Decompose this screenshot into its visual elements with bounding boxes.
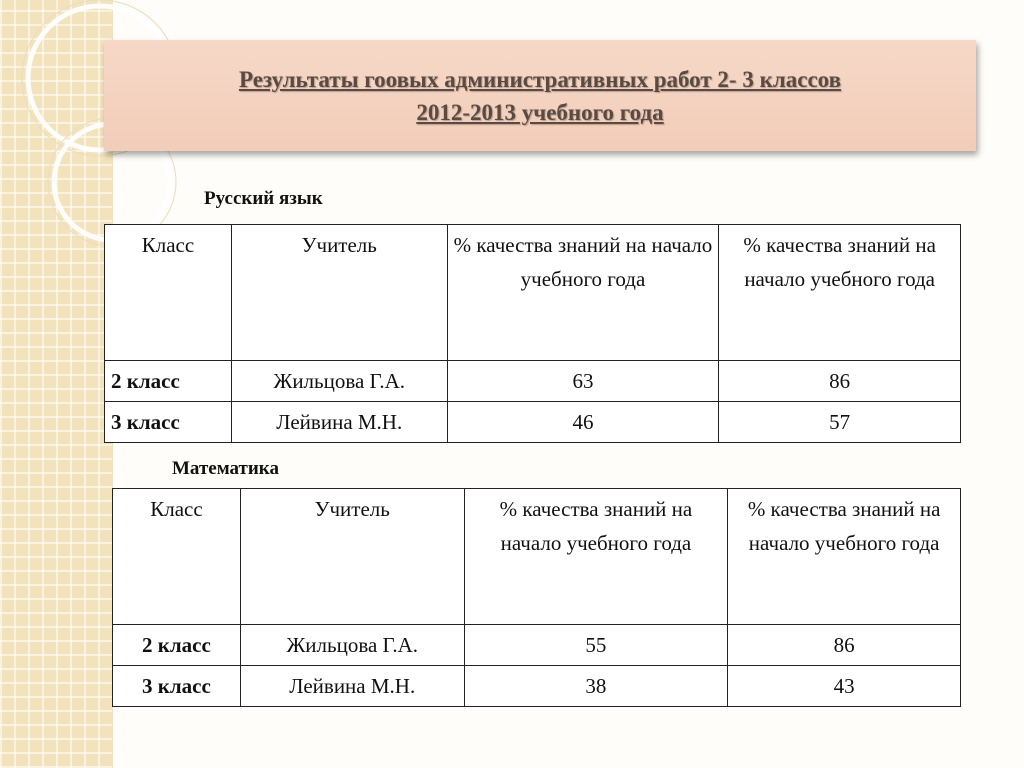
table-row [105, 361, 961, 402]
cell-teacher: Лейвина М.Н. [231, 402, 447, 443]
cell-value: 43 [728, 666, 961, 707]
cell-value: 57 [719, 402, 961, 443]
section-label-russian: Русский язык [204, 188, 323, 209]
slide-title-line-2: 2012-2013 учебного года [416, 99, 664, 125]
table-header-row [105, 225, 961, 361]
cell-class: 2 класс [105, 361, 232, 402]
cell-value: 46 [447, 402, 719, 443]
cell-teacher: Лейвина М.Н. [240, 666, 464, 707]
table-row [113, 625, 961, 666]
header-quality-start: % качества знаний на начало учебного года [464, 489, 728, 625]
cell-class: 3 класс [113, 666, 241, 707]
cell-value: 55 [464, 625, 728, 666]
header-teacher: Учитель [240, 489, 464, 625]
cell-teacher: Жильцова Г.А. [231, 361, 447, 402]
table-header-row [113, 489, 961, 625]
cell-value: 38 [464, 666, 728, 707]
cell-class: 2 класс [113, 625, 241, 666]
header-teacher: Учитель [231, 225, 447, 361]
cell-value: 86 [719, 361, 961, 402]
header-quality-start-2: % качества знаний на начало учебного года [719, 225, 961, 361]
header-quality-start: % качества знаний на начало учебного года [447, 225, 719, 361]
header-quality-start-2: % качества знаний на начало учебного года [728, 489, 961, 625]
table-row [113, 666, 961, 707]
results-table-russian [104, 224, 961, 443]
cell-teacher: Жильцова Г.А. [240, 625, 464, 666]
slide-title-line-1: Результаты гоовых административных работ 2- 3 классов [238, 66, 842, 92]
table-row [105, 402, 961, 443]
results-table-math [112, 488, 961, 707]
section-label-math: Математика [172, 458, 279, 479]
header-class: Класс [105, 225, 232, 361]
header-class: Класс [113, 489, 241, 625]
cell-value: 86 [728, 625, 961, 666]
cell-class: 3 класс [105, 402, 232, 443]
cell-value: 63 [447, 361, 719, 402]
slide-title-box [104, 40, 976, 151]
